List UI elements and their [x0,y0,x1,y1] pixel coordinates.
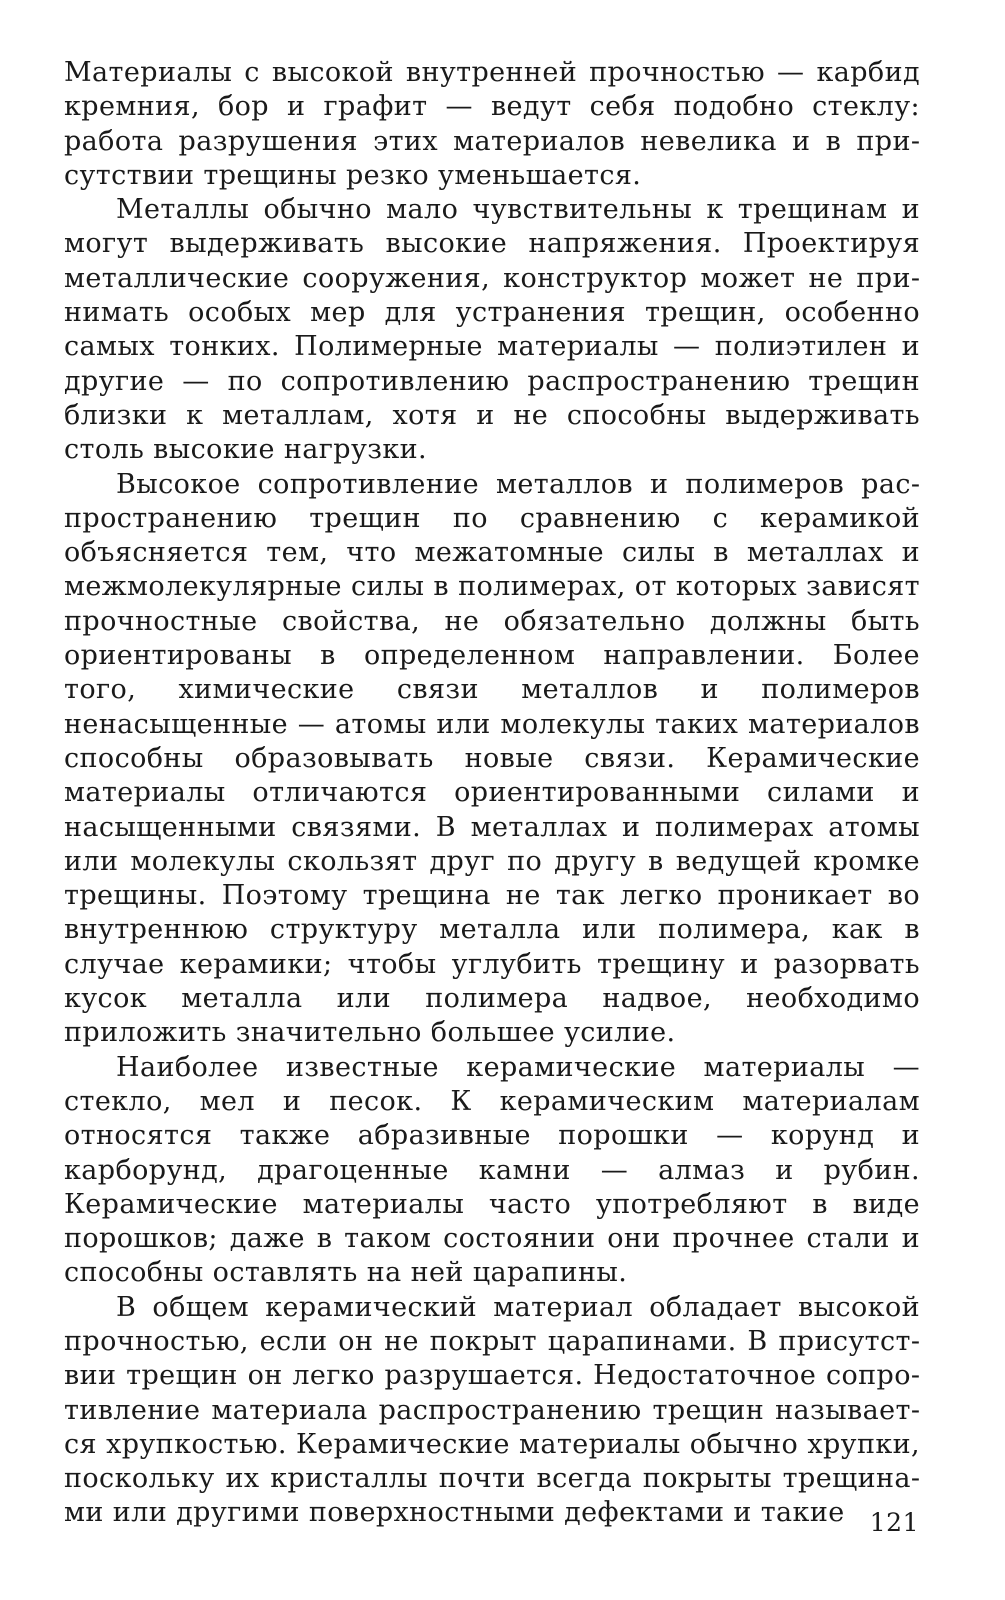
page-body [64,56,920,1531]
paragraph-4: Наиболее известные керамические материалы — стекло, мел и песок. К керамическим материалам относятся также абразивные порошки — корунд и карборунд, драгоценные камни — алмаз и рубин. Керамические материалы часто употребляют в виде порошков; даже в таком состоянии они прочнее стали и способны оставлять на ней царапины. [64,1051,920,1289]
paragraph-5: В общем керамический материал обладает высокой прочностью, если он не покрыт царапинами. В присутствии трещин он легко разрушается. Недостаточное сопротивление материала распространению трещин называется хрупкостью. Керамические материалы обычно хрупки, поскольку их кристаллы почти всегда покрыты трещинами или другими поверхностными дефектами и такие [64,1291,920,1529]
paragraph-1: Материалы с высокой внутренней прочностью — карбид кремния, бор и графит — ведут себя подобно стеклу: работа разрушения этих материалов невелика и в присутствии трещины резко уменьшается. [64,57,920,191]
paragraph-3: Высокое сопротивление металлов и полимеров распространению трещин по сравнению с керамикой объясняется тем, что межатомные силы в металлах и межмолекулярные силы в полимерах, от которых зависят прочностные свойства, не обязательно должны быть ориентированы в определенном направлении. Более того, химические связи металлов и полимеров ненасыщенные — атомы или молекулы таких материалов способны образовывать новые связи. Керамические материалы отличаются ориентированными силами и насыщенными связями. В металлах и полимерах атомы или молекулы скользят друг по другу в ведущей кромке трещины. Поэтому трещина не так легко проникает во внутреннюю структуру металла или полимера, как в случае керамики; чтобы углубить трещину и разорвать кусок металла или полимера надвое, необходимо приложить значительно большее усилие. [64,468,920,1049]
paragraph-2: Металлы обычно мало чувствительны к трещинам и могут выдерживать высокие напряжения. Проектируя металлические сооружения, конструктор может не принимать особых мер для устранения трещин, особенно самых тонких. Полимерные материалы — полиэтилен и другие — по сопротивлению распространению трещин близки к металлам, хотя и не способны выдерживать столь высокие нагрузки. [64,194,920,466]
page-number: 121 [869,1508,919,1537]
